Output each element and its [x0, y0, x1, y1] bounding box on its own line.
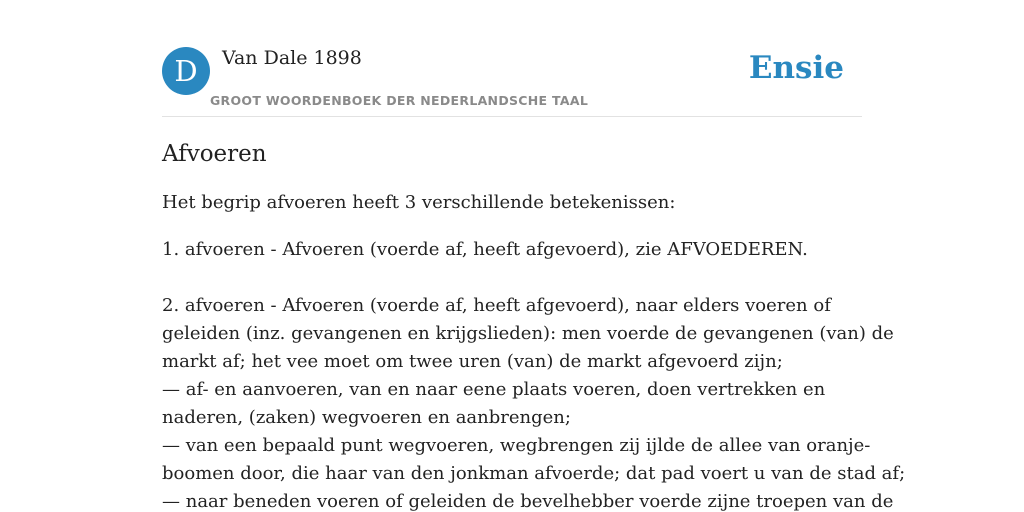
definition-line: 1. afvoeren - Afvoeren (voerde af, heeft afgevoerd), zie AFVOEDEREN. — [162, 239, 808, 260]
site-logo[interactable] — [162, 47, 210, 95]
definition-line: — af- en aanvoeren, van en naar eene plaats voeren, doen vertrekken en — [162, 379, 826, 400]
site-subtitle: GROOT WOORDENBOEK DER NEDERLANDSCHE TAAL — [210, 93, 589, 108]
ensie-logo[interactable]: Ensie — [748, 50, 844, 86]
definition-line: geleiden (inz. gevangenen en krijgslieden): men voerde de gevangenen (van) de — [162, 323, 894, 344]
definition-line: — naar beneden voeren of geleiden de bevelhebber voerde zijne troepen van de — [162, 491, 894, 512]
definition-1 — [162, 236, 872, 264]
definition-line: naderen, (zaken) wegvoeren en aanbrengen; — [162, 407, 571, 428]
definition-line: markt af; het vee moet om twee uren (van) de markt afgevoerd zijn; — [162, 351, 783, 372]
definition-line: — van een bepaald punt wegvoeren, wegbrengen zij ijlde de allee van oranje- — [162, 435, 871, 456]
entry-content — [162, 138, 906, 512]
entry-intro: Het begrip afvoeren heeft 3 verschillende betekenissen: — [162, 192, 676, 213]
definition-line: boomen door, die haar van den jonkman afvoerde; dat pad voert u van de stad af; — [162, 463, 906, 484]
logo-letter: D — [174, 54, 198, 88]
site-header — [162, 46, 862, 117]
definition-line: 2. afvoeren - Afvoeren (voerde af, heeft afgevoerd), naar elders voeren of — [162, 295, 831, 316]
site-title[interactable]: Van Dale 1898 — [222, 47, 362, 69]
entry-title: Afvoeren — [162, 141, 267, 167]
definition-2 — [162, 292, 906, 512]
